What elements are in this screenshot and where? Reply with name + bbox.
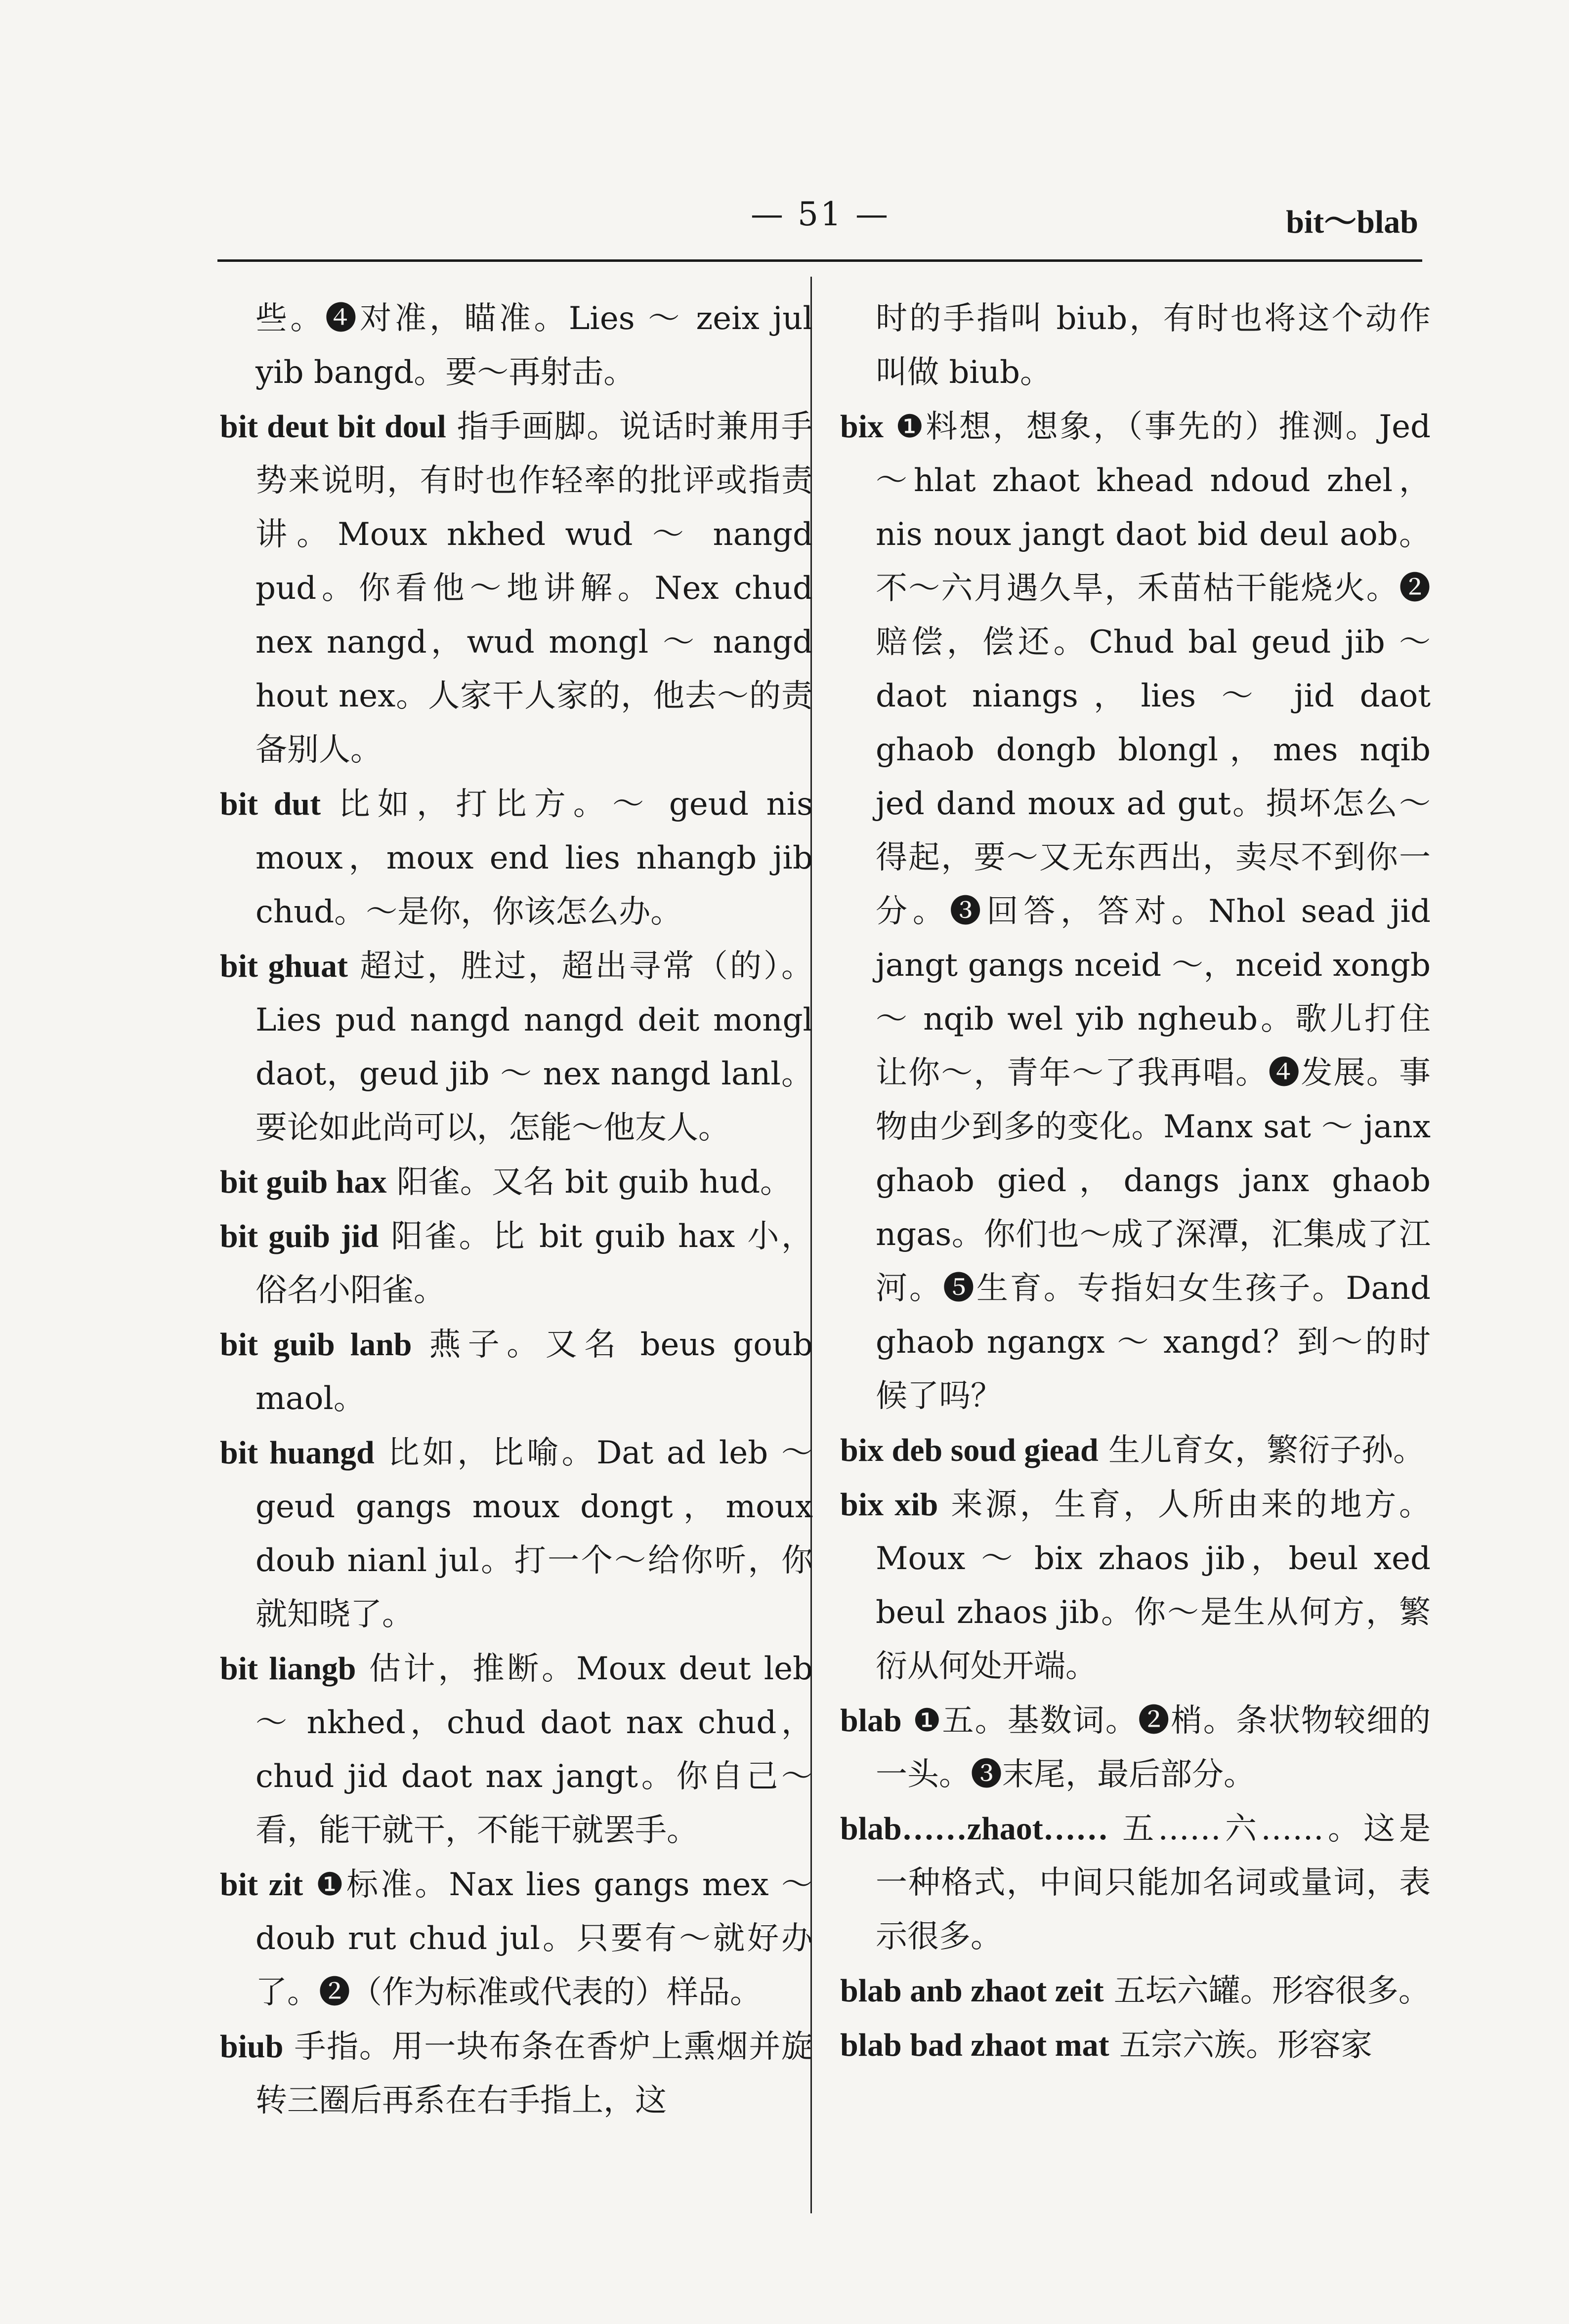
definition: 手指。用一块布条在香炉上熏烟并旋转三圈后再系在右手指上，这 — [255, 2029, 813, 2119]
definition: 燕子。又名 beus goub maol。 — [255, 1327, 813, 1417]
definition: 指手画脚。说话时兼用手势来说明，有时也作轻率的批评或指责讲。Moux nkhed wud ～ nangd pud。你看他～地讲解。Nex chud nex nangd，wud mongl ～ nangd hout nex。人家干人家的，他去～的责备别人。 — [255, 409, 813, 768]
definition: 超过，胜过，超出寻常（的）。Lies pud nangd nangd deit mongl daot，geud jib ～ nex nangd lanl。要论如此尚可以，怎能～他友人。 — [255, 948, 813, 1146]
headword: blab anb zhaot zeit — [840, 1973, 1104, 2009]
dictionary-entry — [220, 291, 813, 400]
dictionary-entry — [840, 1964, 1431, 2018]
dictionary-entry — [840, 1478, 1431, 1694]
dictionary-entry — [840, 1802, 1431, 1964]
headword: blab bad zhaot mat — [840, 2027, 1109, 2063]
left-column — [220, 291, 813, 2128]
dictionary-entry — [220, 777, 813, 939]
headword: bit deut bit doul — [220, 409, 446, 445]
headword: blab — [840, 1702, 902, 1739]
headword: bit huangd — [220, 1435, 375, 1471]
dictionary-entry — [840, 2018, 1431, 2073]
headword: bit guib hax — [220, 1164, 387, 1200]
headword: bit guib lanb — [220, 1327, 412, 1363]
dictionary-entry — [840, 291, 1431, 400]
definition: 时的手指叫 biub，有时也将这个动作叫做 biub。 — [876, 300, 1431, 391]
headword: biub — [220, 2029, 284, 2065]
headword: bit zit — [220, 1867, 303, 1903]
dictionary-entry — [220, 1642, 813, 1858]
definition: 五……六……。这是一种格式，中间只能加名词或量词，表示很多。 — [876, 1811, 1431, 1955]
definition: 五宗六族。形容家 — [1109, 2027, 1372, 2064]
dictionary-entry — [220, 1155, 813, 1209]
page-number: — 51 — — [751, 195, 890, 233]
headword: bit dut — [220, 786, 321, 822]
definition: 比如，比喻。Dat ad leb ～ geud gangs moux dongt，moux doub nianl jul。打一个～给你听，你就知晓了。 — [255, 1435, 813, 1633]
dictionary-entry — [220, 1209, 813, 1318]
dictionary-entry — [840, 1694, 1431, 1802]
headword: blab……zhaot…… — [840, 1811, 1108, 1847]
dictionary-entry — [220, 1318, 813, 1426]
headword: bit guib jid — [220, 1218, 379, 1254]
header-rule — [217, 259, 1422, 262]
dictionary-entry — [220, 1858, 813, 2020]
definition: 估计，推断。Moux deut leb ～ nkhed，chud daot nax chud，chud jid daot nax jangt。你自己～看，能干就干，不能干就罢手。 — [255, 1651, 813, 1849]
definition: ❶标准。Nax lies gangs mex ～ doub rut chud jul。只要有～就好办了。❷（作为标准或代表的）样品。 — [255, 1867, 813, 2011]
dictionary-entry — [220, 400, 813, 777]
definition: 生儿育女，繁衍子孙。 — [1098, 1432, 1425, 1469]
right-column — [840, 291, 1431, 2073]
headword: bix xib — [840, 1487, 938, 1523]
definition: 来源，生育，人所由来的地方。Moux ～ bix zhaos jib，beul xed beul zhaos jib。你～是生从何方，繁衍从何处开端。 — [876, 1487, 1431, 1685]
definition: 五坛六罐。形容很多。 — [1103, 1973, 1430, 2009]
dictionary-entry — [840, 1423, 1431, 1478]
headword: bix deb soud giead — [840, 1432, 1099, 1468]
dictionary-entry — [840, 400, 1431, 1423]
definition: 些。❹对准，瞄准。Lies ～ zeix jul yib bangd。要～再射击。 — [255, 300, 813, 391]
definition: 阳雀。比 bit guib hax 小，俗名小阳雀。 — [255, 1218, 813, 1309]
dictionary-entry — [220, 939, 813, 1155]
definition: ❶料想，想象，（事先的）推测。Jed ～hlat zhaot khead ndoud zhel，nis noux jangt daot bid deul aob。不～六月遇久旱，禾苗枯干能烧火。❷赔偿，偿还。Chud bal geud jib ～ daot niangs，lies ～ jid daot ghaob dongb blongl，mes nqib jed dand moux ad gut。损坏怎么～得起，要～又无东西出，卖尽不到你一分。❸回答，答对。Nhol sead jid jangt gangs nceid ～，nceid xongb ～ nqib wel yib ngheub。歌儿打住让你～，青年～了我再唱。❹发展。事物由少到多的变化。Manx sat ～ janx ghaob gied，dangs janx ghaob ngas。你们也～成了深潭，汇集成了江河。❺生育。专指妇女生孩子。Dand ghaob ngangx ～ xangd？到～的时候了吗？ — [876, 409, 1431, 1414]
running-head: bit～blab — [1286, 204, 1418, 240]
dictionary-entry — [220, 1426, 813, 1642]
definition: 比如，打比方。～ geud nis moux，moux end lies nhangb jib chud。～是你，你该怎么办。 — [255, 786, 813, 930]
headword: bix — [840, 409, 884, 445]
definition: ❶五。基数词。❷梢。条状物较细的一头。❸末尾，最后部分。 — [876, 1702, 1431, 1793]
headword: bit ghuat — [220, 948, 348, 984]
definition: 阳雀。又名 bit guib hud。 — [386, 1164, 792, 1201]
headword: bit liangb — [220, 1651, 356, 1687]
dictionary-entry — [220, 2020, 813, 2128]
